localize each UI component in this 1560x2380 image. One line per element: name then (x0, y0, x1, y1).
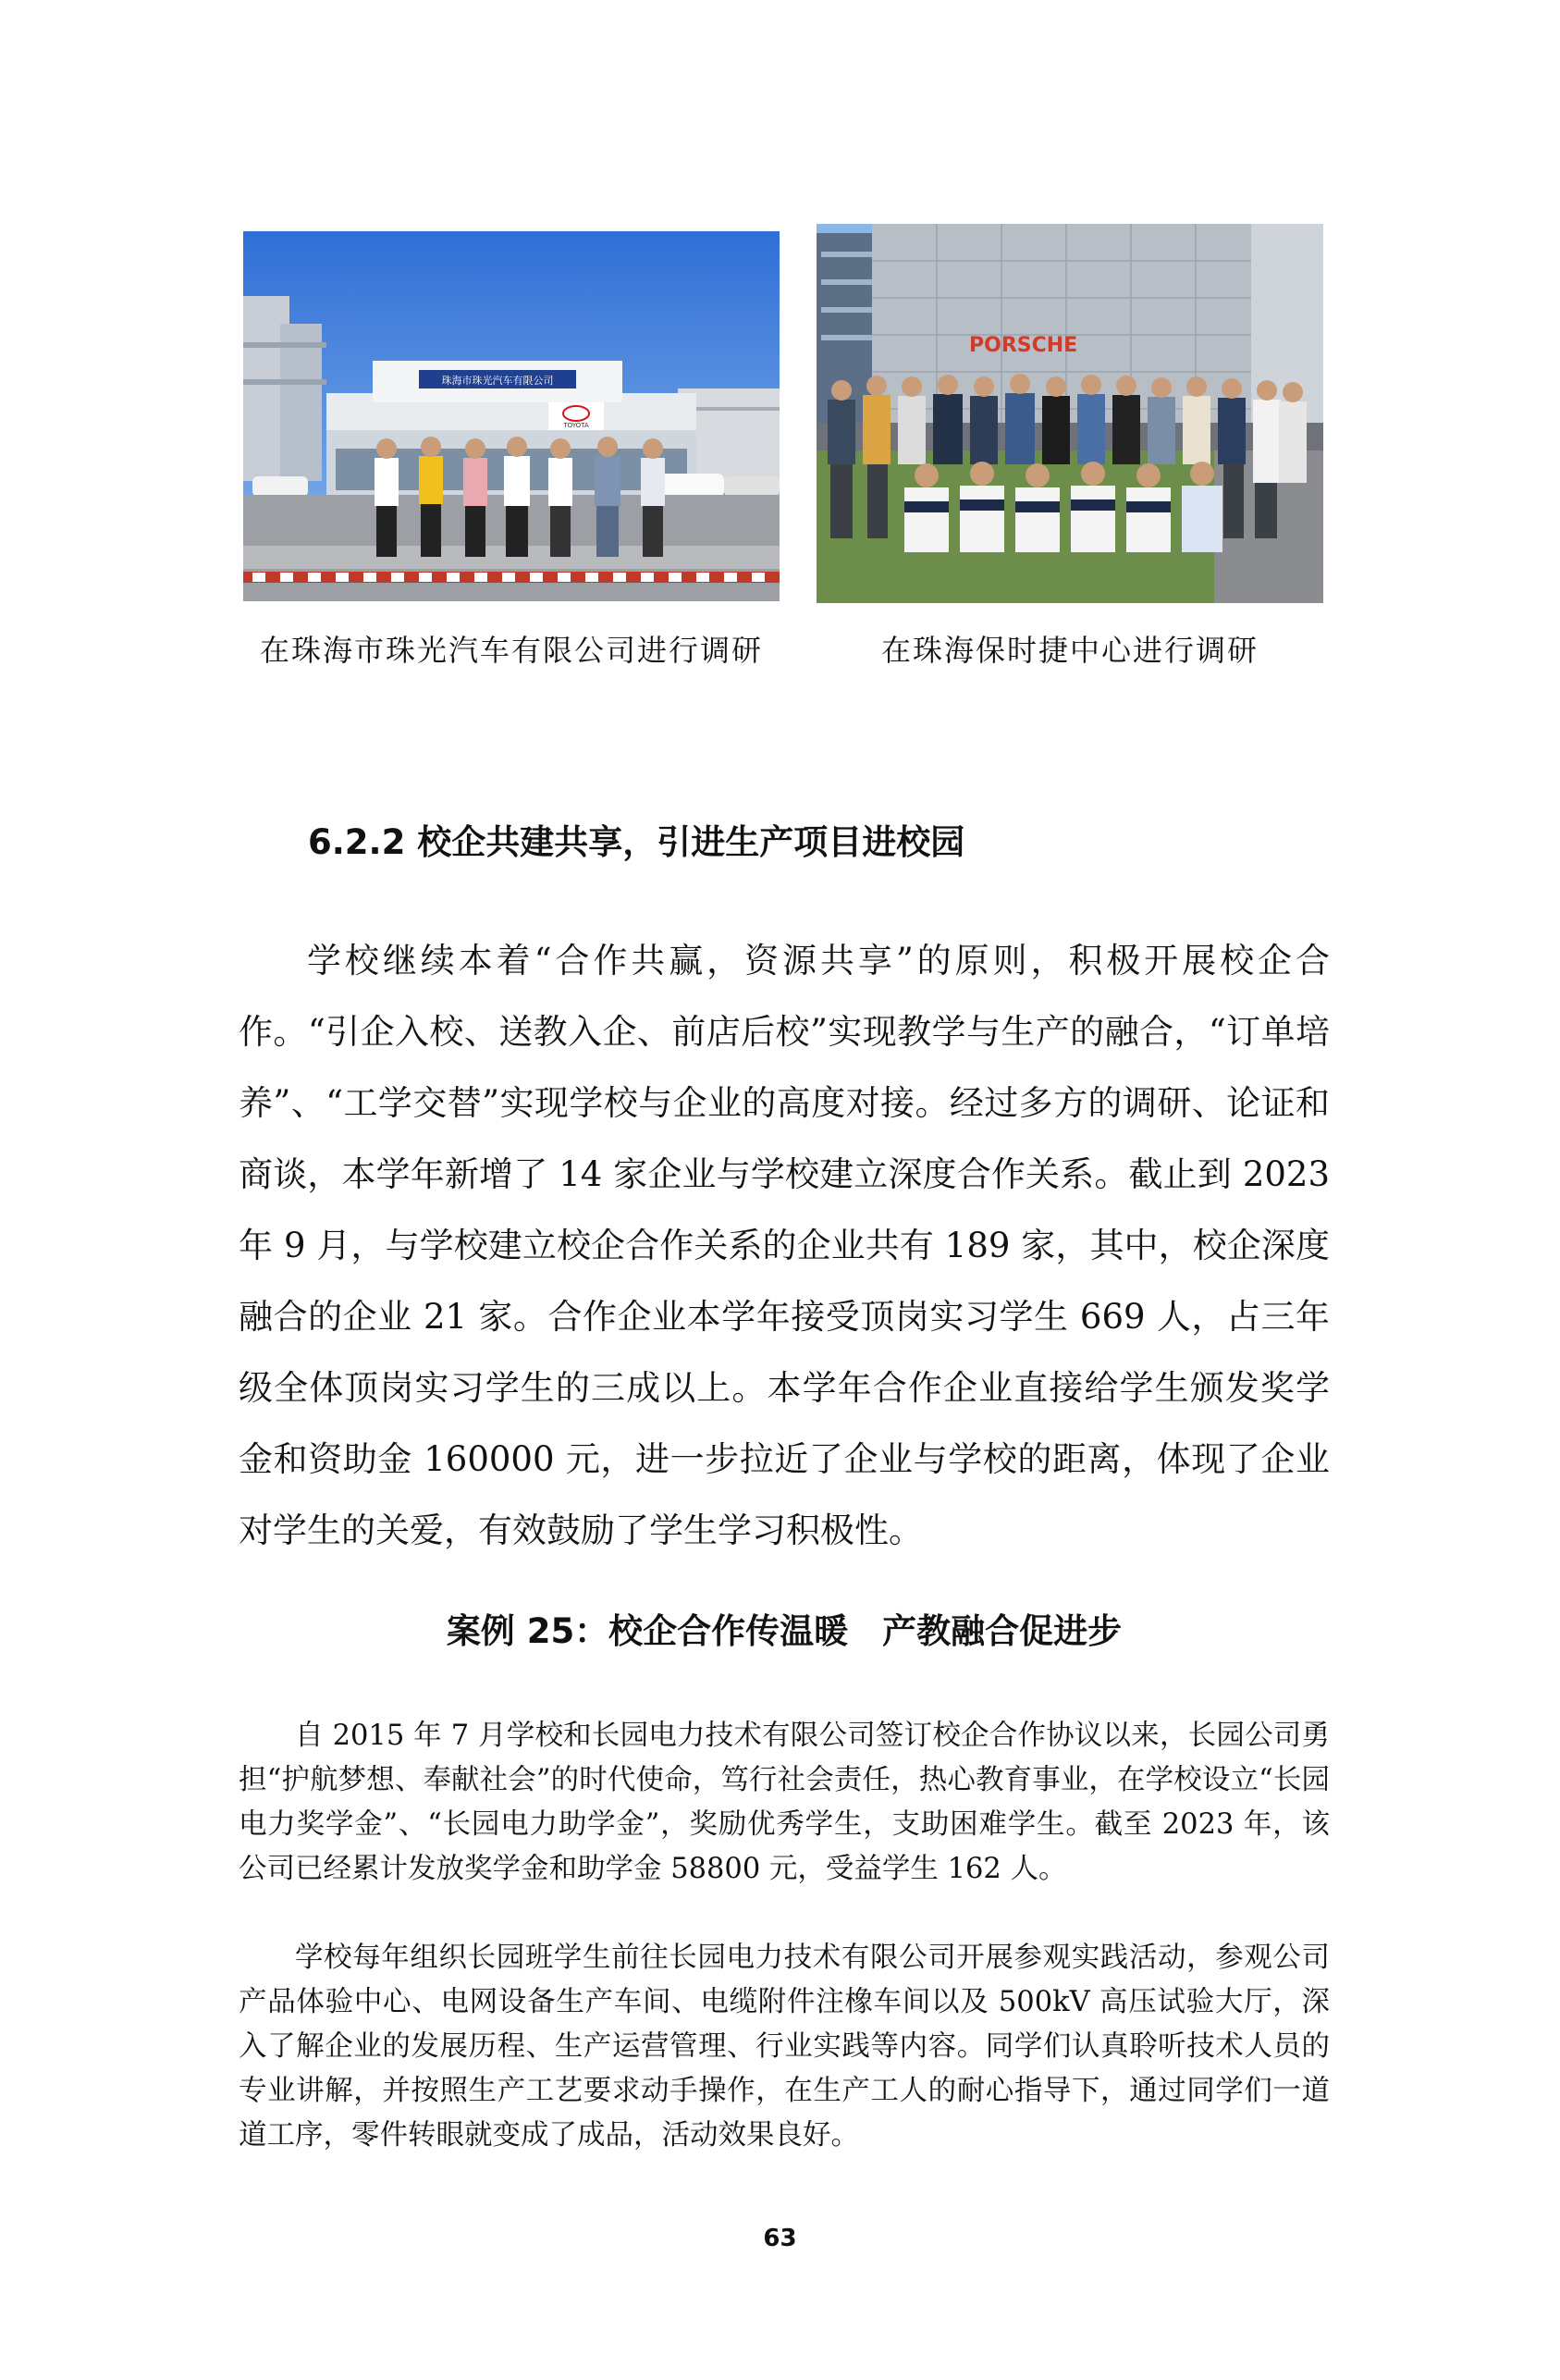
dealer-sign-text: 珠海市珠光汽车有限公司 (441, 375, 554, 387)
body-paragraph: 学校继续本着“合作共赢，资源共享”的原则，积极开展校企合作。“引企入校、送教入企、前店后校”实现教学与生产的融合，“订单培养”、“工学交替”实现学校与企业的高度对接。经过多方的调研、论证和商谈，本学年新增了 14 家企业与学校建立深度合作关系。截止到 2023 年 9 月，与学校建立校企合作关系的企业共有 189 家，其中，校企深度融合的企业 21 家。合作企业本学年接受顶岗实习学生 669 人，占三年级全体顶岗实习学生的三成以上。本学年合作企业直接给学生颁发奖学金和资助金 160000 元，进一步拉近了企业与学校的距离，体现了企业对学生的关爱，有效鼓励了学生学习积极性。 (239, 941, 1330, 1550)
photo-toyota-illustration (243, 231, 780, 601)
case-paragraph-2: 学校每年组织长园班学生前往长园电力技术有限公司开展参观实践活动，参观公司产品体验中心、电网设备生产车间、电缆附件注橡车间以及 500kV 高压试验大厅，深入了解企业的发展历程、生产运营管理、行业实践等内容。同学们认真聆听技术人员的专业讲解，并按照生产工艺要求动手操作，在生产工人的耐心指导下，通过同学们一道道工序，零件转眼就变成了成品，活动效果良好。 (239, 1942, 1330, 2152)
page-number: 63 (763, 2225, 797, 2252)
photo-toyota-dealership (243, 231, 780, 601)
porsche-sign-text: PORSCHE (969, 334, 1078, 357)
case-title: 案例 25：校企合作传温暖 产教融合促进步 (446, 1611, 1123, 1651)
section-heading: 6.2.2 校企共建共享，引进生产项目进校园 (308, 822, 965, 862)
photo-caption-zhuguang: 在珠海市珠光汽车有限公司进行调研 (259, 633, 763, 668)
photo-caption-porsche: 在珠海保时捷中心进行调研 (880, 633, 1259, 668)
photo-porsche-illustration (817, 224, 1323, 603)
toyota-logo-text: TOYOTA (563, 422, 589, 429)
photo-porsche-centre (817, 224, 1323, 603)
case-paragraph-1: 自 2015 年 7 月学校和长园电力技术有限公司签订校企合作协议以来，长园公司勇担“护航梦想、奉献社会”的时代使命，笃行社会责任，热心教育事业，在学校设立“长园电力奖学金”、“长园电力助学金”，奖励优秀学生，支助困难学生。截至 2023 年，该公司已经累计发放奖学金和助学金 58800 元，受益学生 162 人。 (239, 1720, 1330, 1885)
